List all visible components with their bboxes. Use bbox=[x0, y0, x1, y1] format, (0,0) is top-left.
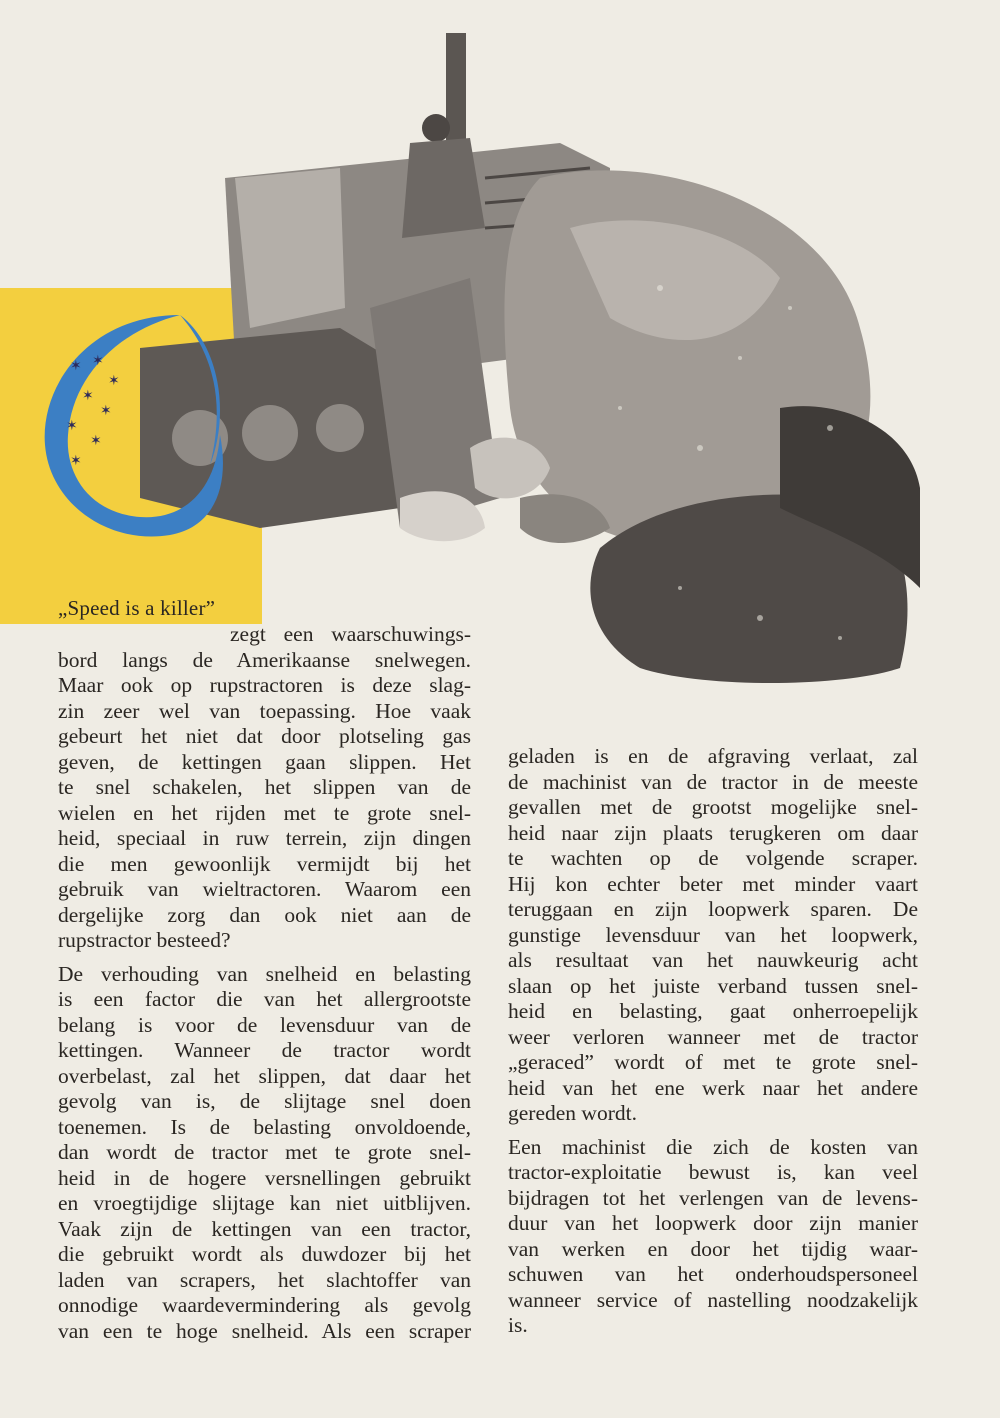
text-line: teruggaan en zijn loopwerk sparen. De bbox=[508, 897, 918, 921]
text-line: slaan op het juiste verband tussen snel- bbox=[508, 973, 918, 998]
text-line: De verhouding van snelheid en belasting bbox=[58, 961, 471, 986]
text-line: geladen is en de afgraving verlaat, zal bbox=[508, 744, 918, 768]
text-line: weer verloren wanneer met de tractor bbox=[508, 1024, 918, 1049]
text-line: van werken en door het tijdig waar- bbox=[508, 1236, 918, 1261]
text-line: als resultaat van het nauwkeurig acht bbox=[508, 948, 918, 972]
text-line: gebruik van wieltractoren. Waarom een bbox=[58, 877, 471, 901]
text-line: onnodige waardevermindering als gevolg bbox=[58, 1293, 471, 1317]
svg-text:✶: ✶ bbox=[66, 418, 78, 434]
text-line: wanneer service of nastelling noodzakelijk bbox=[508, 1287, 918, 1312]
svg-text:✶: ✶ bbox=[70, 453, 82, 469]
text-line: rupstractor besteed? bbox=[58, 928, 231, 952]
text-line: en vroegtijdige slijtage kan niet uitblijven. bbox=[58, 1191, 471, 1215]
text-line: toenemen. Is de belasting onvoldoende, bbox=[58, 1114, 471, 1139]
text-line: die men gewoonlijk vermijdt bij het bbox=[58, 851, 471, 876]
text-line: te snel schakelen, het slippen van de bbox=[58, 775, 471, 799]
text-line: is. bbox=[508, 1313, 528, 1337]
text-line: laden van scrapers, het slachtoffer van bbox=[58, 1267, 471, 1292]
text-line: de machinist van de tractor in de meeste bbox=[508, 769, 918, 794]
text-line: heid in de hogere versnellingen gebruikt bbox=[58, 1165, 471, 1190]
text-line: van een te hoge snelheid. Als een scraper bbox=[58, 1318, 471, 1343]
crescent-stars-emblem bbox=[30, 305, 230, 545]
svg-text:✶: ✶ bbox=[92, 353, 104, 369]
text-line: belang is voor de levensduur van de bbox=[58, 1012, 471, 1037]
text-line: Maar ook op rupstractoren is deze slag- bbox=[58, 673, 471, 697]
text-line: Hij kon echter beter met minder vaart bbox=[508, 871, 918, 896]
text-line: heid, speciaal in ruw terrein, zijn dingen bbox=[58, 826, 471, 850]
text-line: tractor-exploitatie bewust is, kan veel bbox=[508, 1160, 918, 1184]
text-line: gebeurt het niet dat door plotseling gas bbox=[58, 724, 471, 748]
text-line: wielen en het rijden met te grote snel- bbox=[58, 800, 471, 825]
text-line: dergelijke zorg dan ook niet aan de bbox=[58, 902, 471, 927]
text-line: is een factor die van het allergrootste bbox=[58, 987, 471, 1011]
text-line: schuwen van het onderhoudspersoneel bbox=[508, 1262, 918, 1286]
text-line: zegt een waarschuwings- bbox=[230, 622, 471, 646]
svg-text:✶: ✶ bbox=[82, 388, 94, 404]
text-line: bord langs de Amerikaanse snelwegen. bbox=[58, 647, 471, 672]
text-line: te wachten op de volgende scraper. bbox=[508, 846, 918, 870]
text-line: Vaak zijn de kettingen van een tractor, bbox=[58, 1216, 471, 1241]
text-line: gevallen met de grootst mogelijke snel- bbox=[508, 795, 918, 819]
text-line: gereden wordt. bbox=[508, 1101, 637, 1125]
text-line: gunstige levensduur van het loopwerk, bbox=[508, 922, 918, 947]
text-line: heid van het ene werk naar het andere bbox=[508, 1075, 918, 1100]
svg-text:✶: ✶ bbox=[90, 433, 102, 449]
text-line: overbelast, zal het slippen, dat daar het bbox=[58, 1063, 471, 1088]
text-line: die gebruikt wordt als duwdozer bij het bbox=[58, 1242, 471, 1266]
text-line: kettingen. Wanneer de tractor wordt bbox=[58, 1038, 471, 1062]
text-line: heid naar zijn plaats terugkeren om daar bbox=[508, 820, 918, 845]
text-line: zin zeer wel van toepassing. Hoe vaak bbox=[58, 698, 471, 723]
text-line: bijdragen tot het verlengen van de levens- bbox=[508, 1185, 918, 1210]
text-line: gevolg van is, de slijtage snel doen bbox=[58, 1089, 471, 1113]
left-column bbox=[58, 622, 471, 1344]
tractor-photo bbox=[140, 28, 920, 688]
text-line: heid en belasting, gaat onherroepelijk bbox=[508, 999, 918, 1023]
text-line: geven, de kettingen gaan slippen. Het bbox=[58, 749, 471, 774]
right-column bbox=[508, 744, 918, 1339]
text-line: Een machinist die zich de kosten van bbox=[508, 1134, 918, 1159]
svg-text:✶: ✶ bbox=[70, 358, 82, 374]
text-line: „geraced” wordt of met te grote snel- bbox=[508, 1050, 918, 1074]
svg-text:✶: ✶ bbox=[108, 373, 120, 389]
text-line: duur van het loopwerk door zijn manier bbox=[508, 1211, 918, 1235]
svg-text:✶: ✶ bbox=[100, 403, 112, 419]
text-line: dan wordt de tractor met te grote snel- bbox=[58, 1140, 471, 1164]
caption-title: „Speed is a killer” bbox=[58, 596, 216, 620]
